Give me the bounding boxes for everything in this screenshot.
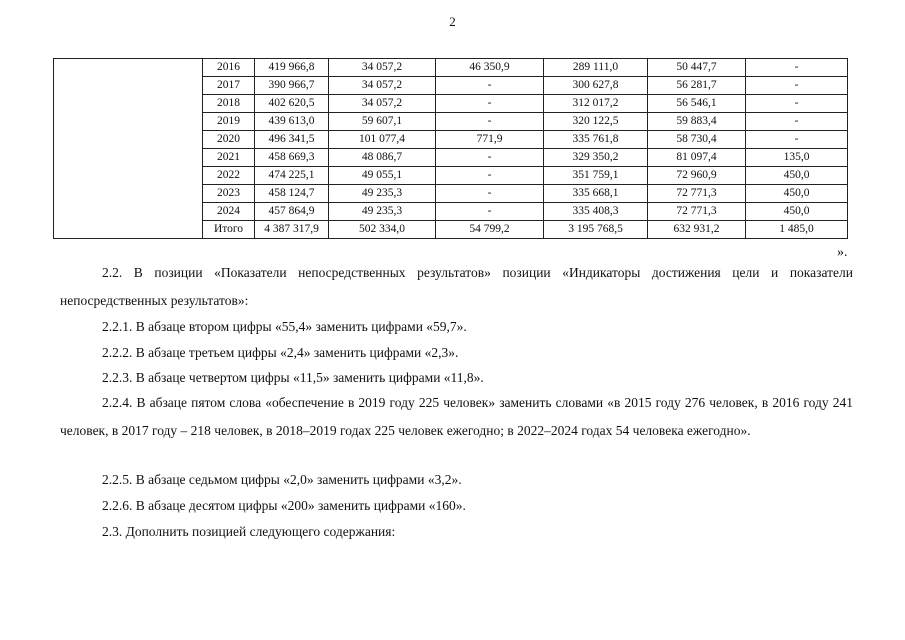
paragraph-2-2: 2.2. В позиции «Показатели непосредственных результатов» позиции «Индикаторы достижения цели и показатели непосредственных результатов»: xyxy=(60,265,853,308)
paragraph-2-3: 2.3. Дополнить позицией следующего содержания: xyxy=(102,524,396,539)
table-cell: - xyxy=(436,167,544,185)
table-cell: 458 669,3 xyxy=(255,149,329,167)
paragraph-2-2-1: 2.2.1. В абзаце втором цифры «55,4» заменить цифрами «59,7». xyxy=(102,319,467,334)
table-cell: 2022 xyxy=(203,167,255,185)
table-cell: - xyxy=(746,113,848,131)
table-cell: 2021 xyxy=(203,149,255,167)
table-cell: 419 966,8 xyxy=(255,59,329,77)
table-cell: 2020 xyxy=(203,131,255,149)
table-cell: 2023 xyxy=(203,185,255,203)
table-cell: 135,0 xyxy=(746,149,848,167)
table-cell: 402 620,5 xyxy=(255,95,329,113)
table-cell: 450,0 xyxy=(746,185,848,203)
table-row xyxy=(54,59,848,77)
paragraph-2-2-3: 2.2.3. В абзаце четвертом цифры «11,5» заменить цифрами «11,8». xyxy=(102,370,484,385)
table-cell: 2017 xyxy=(203,77,255,95)
table-cell: 496 341,5 xyxy=(255,131,329,149)
table-cell: 49 235,3 xyxy=(329,203,436,221)
table-cell: - xyxy=(746,131,848,149)
table-cell: 34 057,2 xyxy=(329,95,436,113)
table-cell: 351 759,1 xyxy=(544,167,648,185)
table-cell: - xyxy=(436,149,544,167)
table-cell: 72 771,3 xyxy=(648,203,746,221)
table-cell: 439 613,0 xyxy=(255,113,329,131)
table-cell: 54 799,2 xyxy=(436,221,544,239)
table-cell: 81 097,4 xyxy=(648,149,746,167)
table-cell: 502 334,0 xyxy=(329,221,436,239)
table-cell: 101 077,4 xyxy=(329,131,436,149)
table-cell: 4 387 317,9 xyxy=(255,221,329,239)
paragraph-2-2-4: 2.2.4. В абзаце пятом слова «обеспечение в 2019 году 225 человек» заменить словами «в 2015 году 276 человек, в 2016 году 241 человек, в 2017 году – 218 человек, в 2018–2019 годах 225 человек ежегодно; в 2022–2024 годах 54 человека ежегодно». xyxy=(60,395,853,438)
table-cell: 49 235,3 xyxy=(329,185,436,203)
table-cell: 59 883,4 xyxy=(648,113,746,131)
table-cell: 335 668,1 xyxy=(544,185,648,203)
table-cell: 2018 xyxy=(203,95,255,113)
table-cell: 390 966,7 xyxy=(255,77,329,95)
table-cell: 289 111,0 xyxy=(544,59,648,77)
page-number: 2 xyxy=(449,14,456,29)
table-cell: - xyxy=(436,203,544,221)
table-cell: 771,9 xyxy=(436,131,544,149)
table-cell: 34 057,2 xyxy=(329,77,436,95)
paragraph-2-2-5: 2.2.5. В абзаце седьмом цифры «2,0» заменить цифрами «3,2». xyxy=(102,472,462,487)
table-cell: - xyxy=(746,59,848,77)
paragraph-2-2-6: 2.2.6. В абзаце десятом цифры «200» заменить цифрами «160». xyxy=(102,498,466,513)
table-cell: 59 607,1 xyxy=(329,113,436,131)
table-cell: 46 350,9 xyxy=(436,59,544,77)
table-cell: 474 225,1 xyxy=(255,167,329,185)
table-cell: 450,0 xyxy=(746,203,848,221)
table-cell: Итого xyxy=(203,221,255,239)
table-cell: 49 055,1 xyxy=(329,167,436,185)
table-cell: 457 864,9 xyxy=(255,203,329,221)
table-cell: 2016 xyxy=(203,59,255,77)
table-cell: 58 730,4 xyxy=(648,131,746,149)
table-cell: 48 086,7 xyxy=(329,149,436,167)
table-cell: 329 350,2 xyxy=(544,149,648,167)
table-cell: - xyxy=(746,95,848,113)
table-cell: 335 408,3 xyxy=(544,203,648,221)
table-cell: 2019 xyxy=(203,113,255,131)
table-cell: 34 057,2 xyxy=(329,59,436,77)
table-cell: 458 124,7 xyxy=(255,185,329,203)
table-cell: 632 931,2 xyxy=(648,221,746,239)
table-cell: 1 485,0 xyxy=(746,221,848,239)
table-cell: 320 122,5 xyxy=(544,113,648,131)
table-cell: 3 195 768,5 xyxy=(544,221,648,239)
table-cell: 335 761,8 xyxy=(544,131,648,149)
closing-quote: ». xyxy=(837,245,848,260)
table-cell: - xyxy=(436,95,544,113)
paragraph-2-2-2: 2.2.2. В абзаце третьем цифры «2,4» заменить цифрами «2,3». xyxy=(102,345,459,360)
table-cell: - xyxy=(436,113,544,131)
table-cell: - xyxy=(436,185,544,203)
table-cell: 300 627,8 xyxy=(544,77,648,95)
table-cell: 72 960,9 xyxy=(648,167,746,185)
table-blank-cell xyxy=(54,59,203,239)
table-cell: 72 771,3 xyxy=(648,185,746,203)
table-cell: 56 281,7 xyxy=(648,77,746,95)
table-cell: 450,0 xyxy=(746,167,848,185)
table-cell: 2024 xyxy=(203,203,255,221)
table-cell: 56 546,1 xyxy=(648,95,746,113)
table-cell: - xyxy=(436,77,544,95)
table-cell: 312 017,2 xyxy=(544,95,648,113)
table-cell: - xyxy=(746,77,848,95)
funding-table xyxy=(53,58,848,239)
table-cell: 50 447,7 xyxy=(648,59,746,77)
